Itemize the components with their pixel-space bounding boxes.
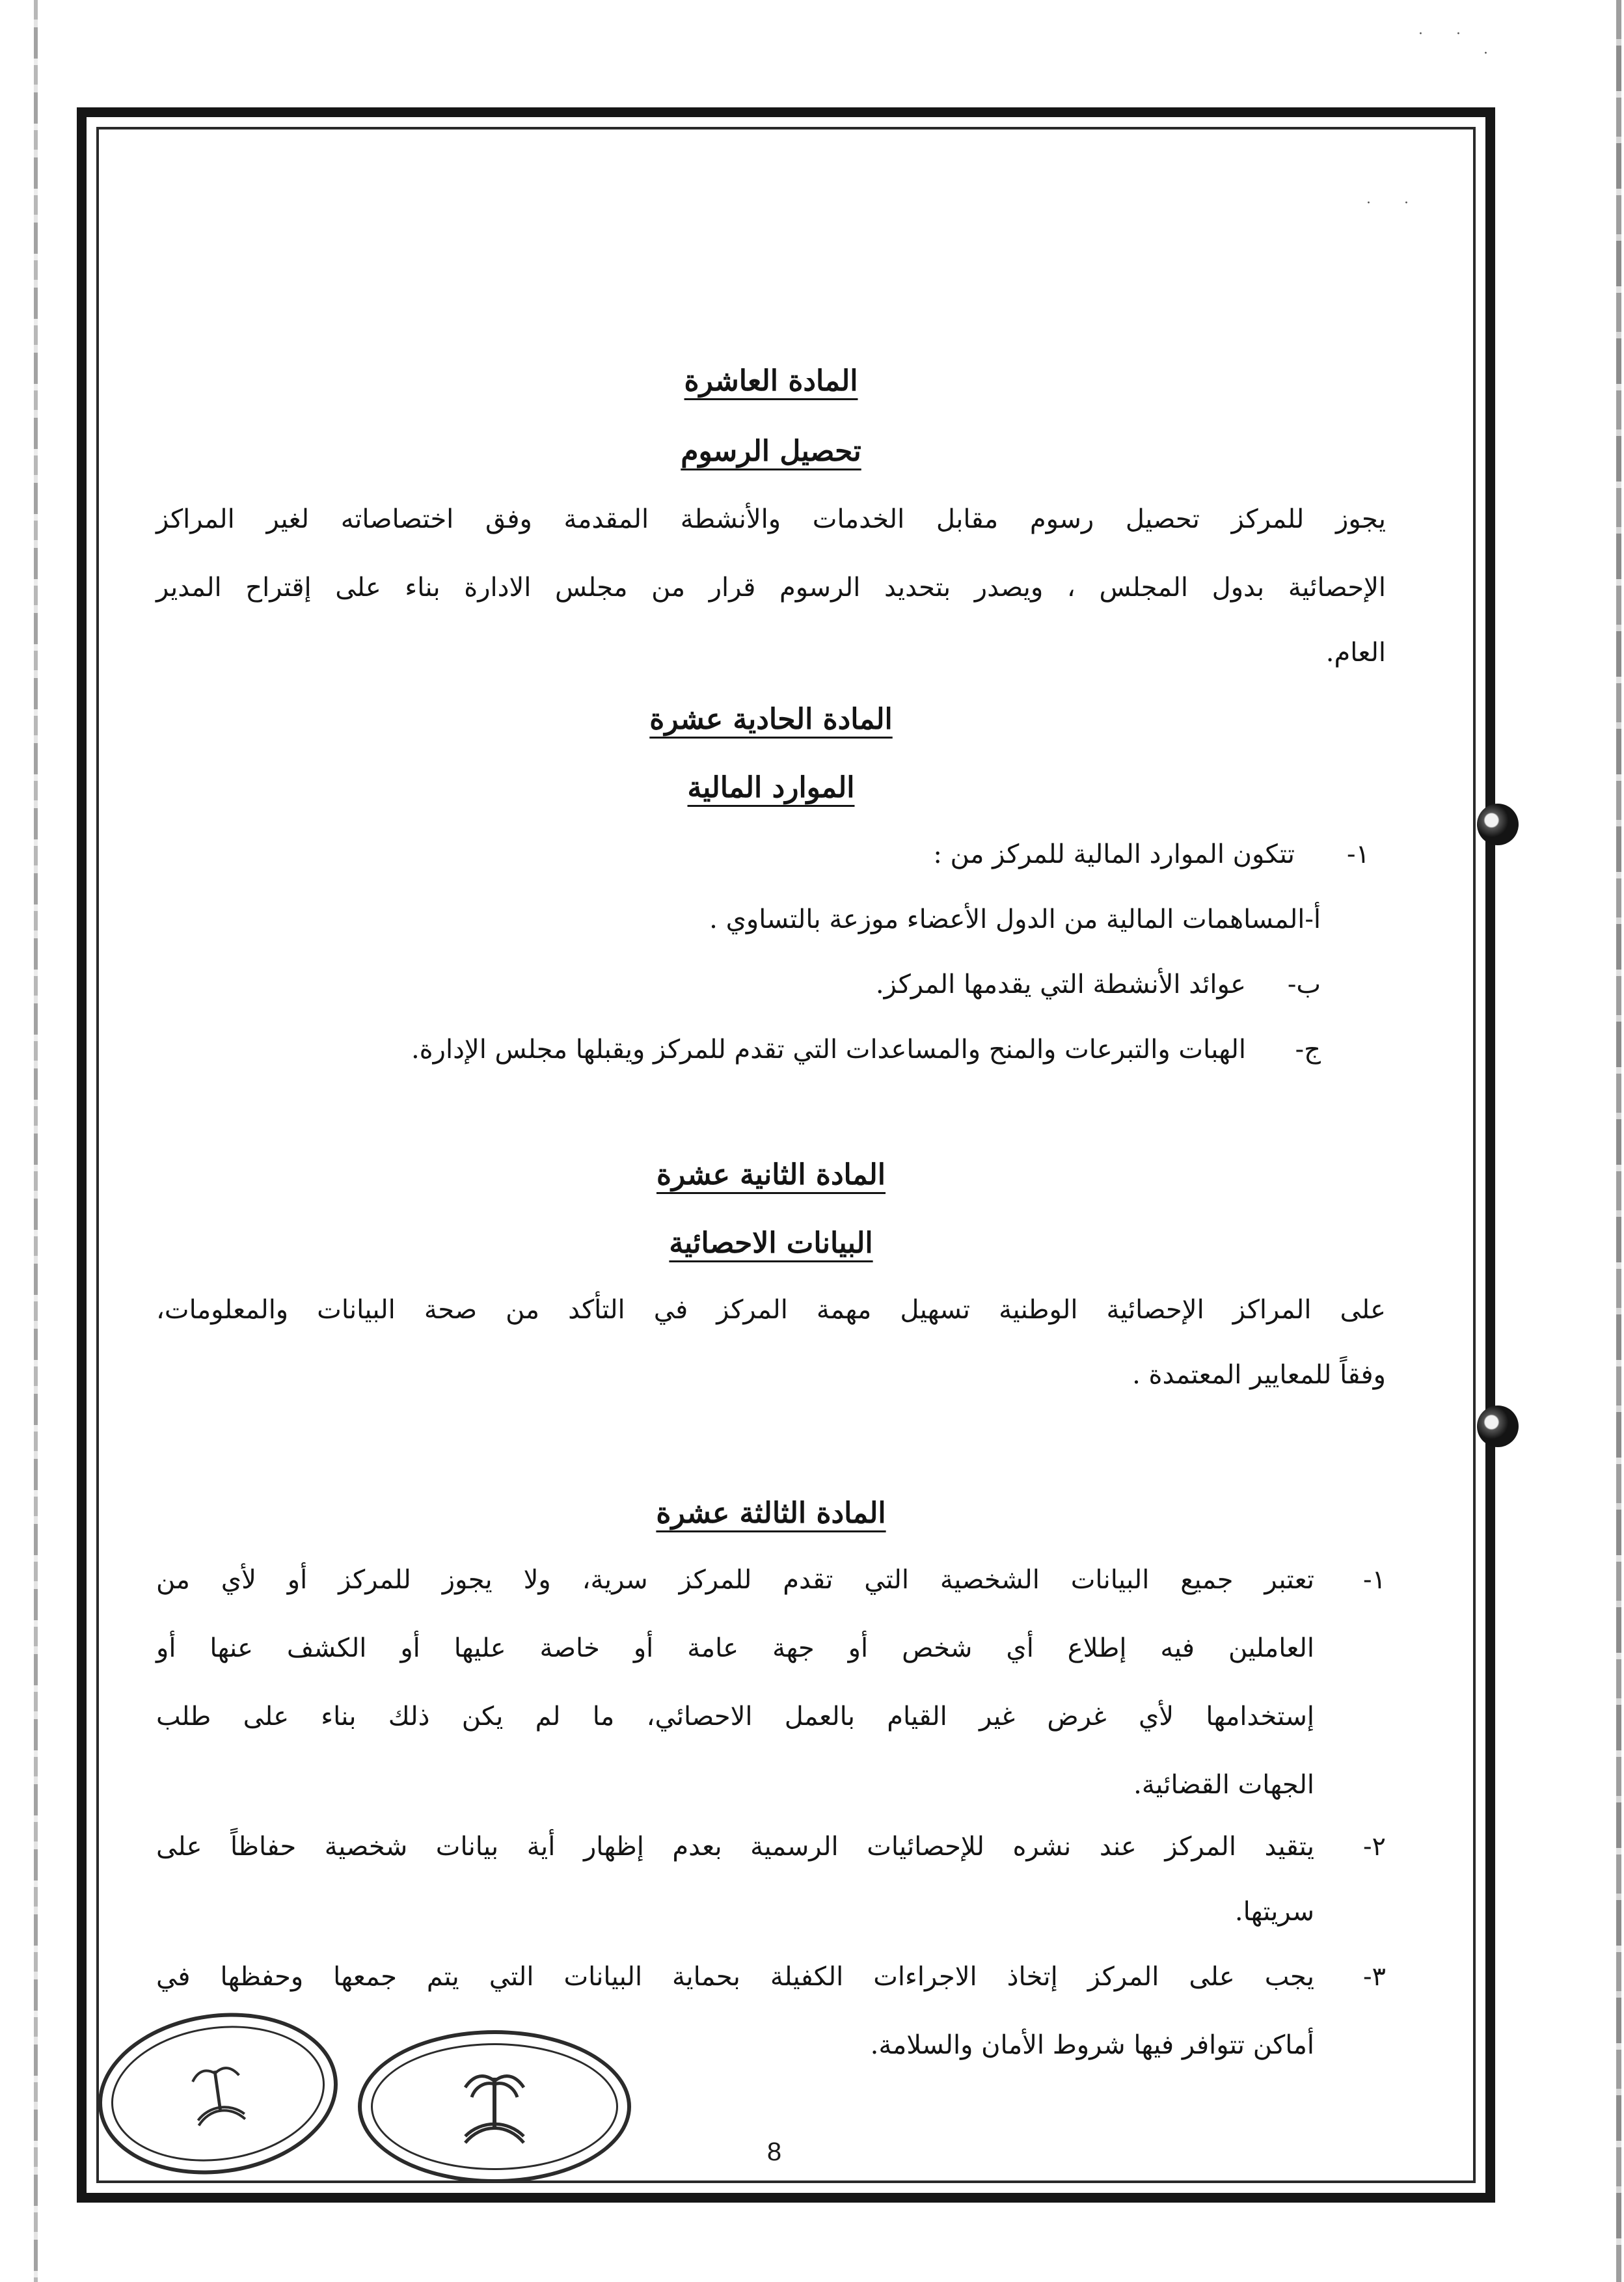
article-13-item-3-line-1: يجب على المركز إتخاذ الاجراءات الكفيلة بحماية البيانات التي يتم جمعها وحفظها في [156,1962,1314,1992]
article-13-item-3-line-2: أماكن تتوافر فيها شروط الأمان والسلامة. [870,2030,1314,2060]
article-13-item-3-number: ٣- [1363,1962,1386,1992]
scan-edge-right [1616,0,1621,2282]
binder-hole-top [1477,804,1519,845]
article-10-line-2: الإحصائية بدول المجلس ، ويصدر بتحديد الرسوم قرار من مجلس الادارة بناء على إقتراح المدير [156,573,1387,603]
page-number: 8 [766,2138,782,2166]
article-11-sub-item-c-mark: ج- [1295,1035,1321,1065]
article-13-item-2-number: ٢- [1363,1832,1386,1862]
article-12-line-2: وفقاً للمعايير المعتمدة . [1132,1360,1386,1390]
article-10-line-1: يجوز للمركز تحصيل رسوم مقابل الخدمات والأنشطة المقدمة وفق اختصاصاته لغير المراكز [156,504,1386,534]
article-13-title: المادة الثالثة عشرة [656,1497,886,1530]
article-13-item-1-line-1: تعتبر جميع البيانات الشخصية التي تقدم للمركز سرية، ولا يجوز للمركز أو لأي من [156,1565,1314,1595]
article-11-subtitle: الموارد المالية [687,771,855,804]
article-13-item-2-line-1: يتقيد المركز عند نشره للإحصائيات الرسمية بعدم إظهار أية بيانات شخصية حفاظاً على [156,1832,1315,1862]
article-11-item-1-number: ١- [1347,839,1370,869]
article-12-title: المادة الثانية عشرة [656,1158,886,1191]
binder-hole-bottom [1477,1406,1519,1447]
article-13-item-2-line-2: سريتها. [1234,1897,1314,1927]
scan-speckles: · [1483,46,1502,62]
scan-speckles: · · [1418,26,1475,42]
article-13-item-1-line-2: العاملين فيه إطلاع أي شخص أو جهة عامة أو خاصة عليها أو الكشف عنها أو [156,1633,1314,1663]
article-11-sub-item-b-text: عوائد الأنشطة التي يقدمها المركز. [875,970,1246,999]
article-11-sub-item-c-text: الهبات والتبرعات والمنح والمساعدات التي تقدم للمركز ويقبلها مجلس الإدارة. [411,1035,1246,1065]
palm-and-swords-emblem-icon [180,2050,256,2137]
article-10-subtitle: تحصيل الرسوم [681,435,861,468]
article-11-item-1-text: تتكون الموارد المالية للمركز من : [933,839,1295,869]
article-11-sub-item-b-mark: ب- [1287,970,1321,999]
article-13-item-1-line-4: الجهات القضائية. [1133,1770,1314,1800]
scan-speckles: · · [1366,195,1423,211]
seal-experts-commission [358,2030,631,2183]
palm-and-swords-emblem-icon [455,2058,534,2156]
article-13-item-1-line-3: إستخدامها لأي غرض غير القيام بالعمل الاحصائي، ما لم يكن ذلك بناء على طلب [156,1702,1314,1732]
article-12-subtitle: البيانات الاحصائية [669,1227,873,1260]
article-10-title: المادة العاشرة [684,364,858,398]
article-13-item-1-number: ١- [1363,1565,1386,1595]
article-12-line-1: على المراكز الإحصائية الوطنية تسهيل مهمة المركز في التأكد من صحة البيانات والمعلومات، [156,1295,1386,1325]
article-10-line-3: العام. [1325,638,1386,668]
article-11-sub-item-a: أ-المساهمات المالية من الدول الأعضاء موزعة بالتساوي . [709,904,1321,934]
scan-edge-left [34,0,38,2282]
article-11-title: المادة الحادية عشرة [649,703,893,736]
